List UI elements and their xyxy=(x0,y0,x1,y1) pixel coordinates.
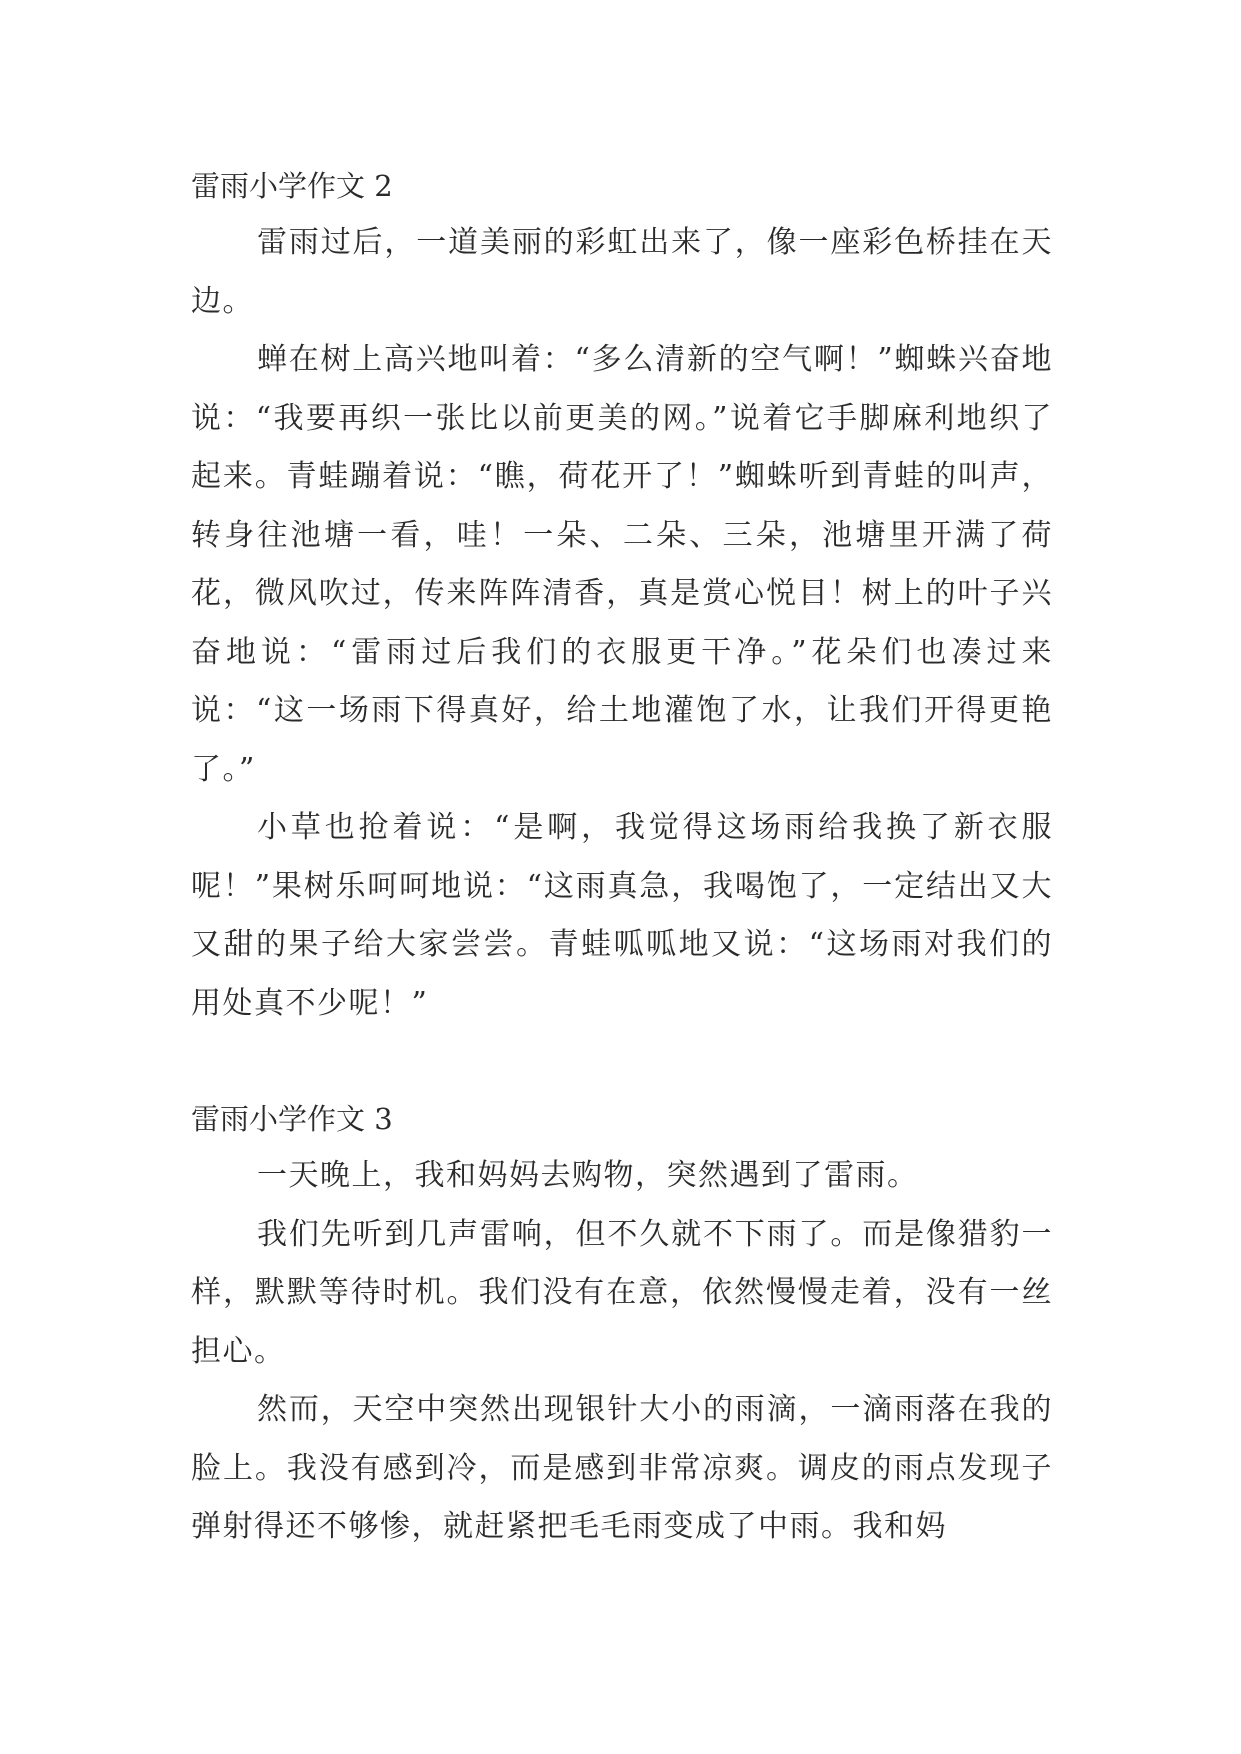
paragraph: 然而，天空中突然出现银针大小的雨滴，一滴雨落在我的脸上。我没有感到冷，而是感到非常凉爽。调皮的雨点发现子弹射得还不够惨，就赶紧把毛毛雨变成了中雨。我和妈 xyxy=(191,1392,1053,1544)
document-page xyxy=(191,158,1053,1557)
paragraph: 一天晚上，我和妈妈去购物，突然遇到了雷雨。 xyxy=(257,1158,919,1193)
paragraph: 蝉在树上高兴地叫着：“多么清新的空气啊！”蜘蛛兴奋地说：“我要再织一张比以前更美的网。”说着它手脚麻利地织了起来。青蛙蹦着说：“瞧，荷花开了！”蜘蛛听到青蛙的叫声，转身往池塘一看，哇！一朵、二朵、三朵，池塘里开满了荷花，微风吹过，传来阵阵清香，真是赏心悦目！树上的叶子兴奋地说：“雷雨过后我们的衣服更干净。”花朵们也凑过来说：“这一场雨下得真好，给土地灌饱了水，让我们开得更艳了。” xyxy=(191,342,1053,787)
paragraph: 我们先听到几声雷响，但不久就不下雨了。而是像猎豹一样，默默等待时机。我们没有在意，依然慢慢走着，没有一丝担心。 xyxy=(191,1216,1053,1369)
section-title: 雷雨小学作文 2 xyxy=(191,169,393,203)
section-title: 雷雨小学作文 3 xyxy=(191,1102,393,1136)
paragraph: 小草也抢着说：“是啊，我觉得这场雨给我换了新衣服呢！”果树乐呵呵地说：“这雨真急，我喝饱了，一定结出又大又甜的果子给大家尝尝。青蛙呱呱地又说：“这场雨对我们的用处真不少呢！” xyxy=(191,810,1053,1021)
essay-section-2 xyxy=(191,158,1053,1033)
section-spacer xyxy=(191,1033,1053,1091)
paragraph: 雷雨过后，一道美丽的彩虹出来了，像一座彩色桥挂在天边。 xyxy=(191,225,1053,319)
essay-section-3 xyxy=(191,1091,1053,1557)
